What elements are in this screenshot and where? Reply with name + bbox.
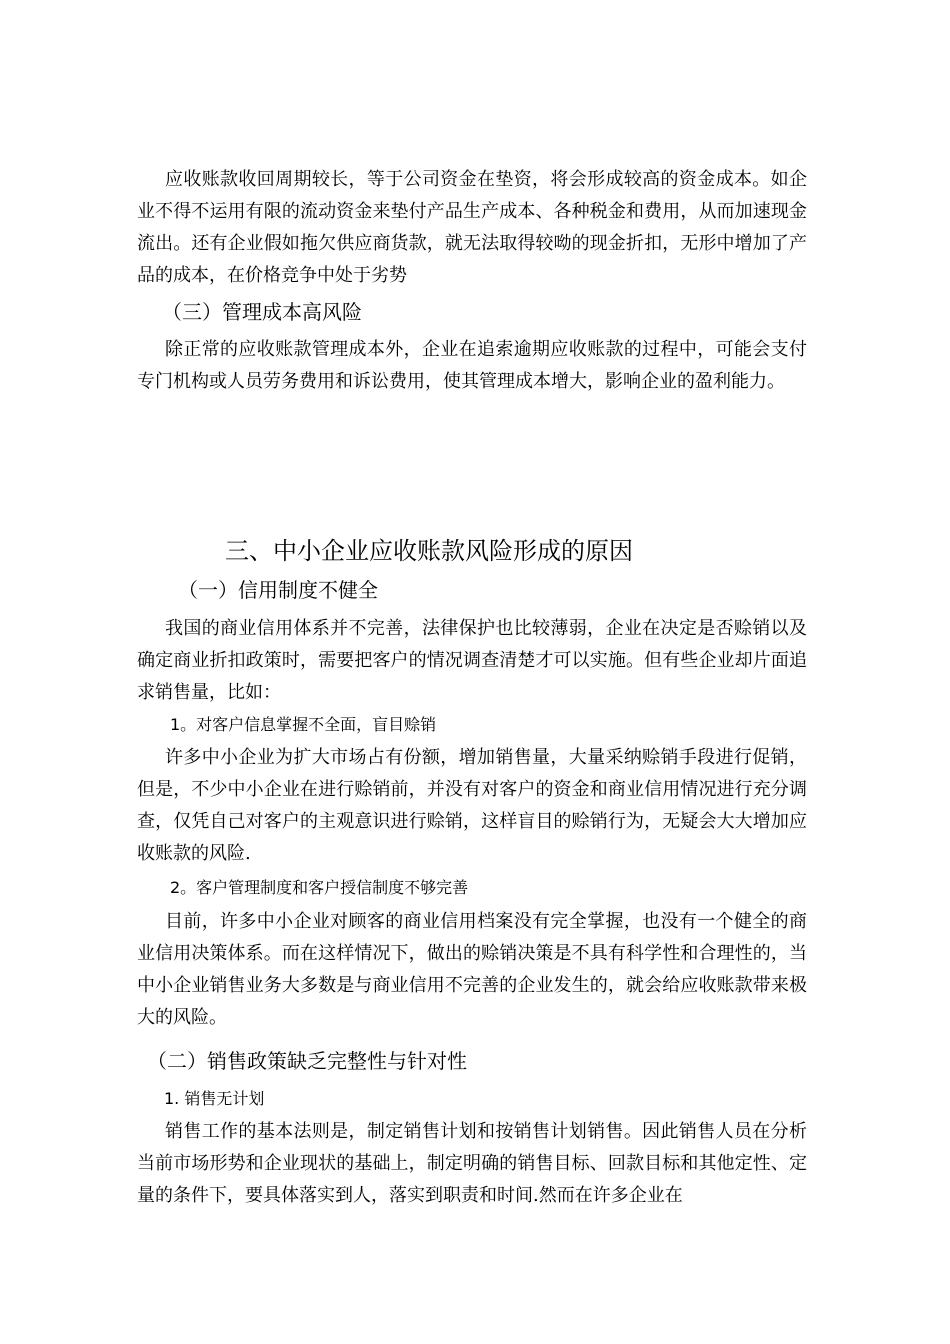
subheading-blind-credit-sales: 1。对客户信息掌握不全面，盲目赊销 (170, 715, 437, 734)
subheading-customer-credit-system: 2。客户管理制度和客户授信制度不够完善 (170, 878, 469, 897)
section-title-causes: 三、中小企业应收账款风险形成的原因 (225, 537, 633, 565)
paragraph-customer-credit-system: 目前，许多中小企业对顾客的商业信用档案没有完全掌握，也没有一个健全的商业信用决策体系。而在这样情况下，做出的赊销决策是不具有科学性和合理性的，当中小企业销售业务大多数是与商业信用不完善的企业发生的，就会给应收账款带来极大的风险。 (137, 911, 807, 1028)
heading-credit-system: （一）信用制度不健全 (178, 578, 378, 602)
paragraph-sales-plan: 销售工作的基本法则是，制定销售计划和按销售计划销售。因此销售人员在分析当前市场形势和企业现状的基础上，制定明确的销售目标、回款目标和其他定性、定量的条件下，要具体落实到人，落实到职责和时间.然而在许多企业在 (137, 1121, 807, 1206)
paragraph-blind-credit-sales: 许多中小企业为扩大市场占有份额，增加销售量，大量采纳赊销手段进行促销，但是，不少中小企业在进行赊销前，并没有对客户的资金和商业信用情况进行充分调查，仅凭自己对客户的主观意识进行赊销，这样盲目的赊销行为，无疑会大大增加应收账款的风险. (137, 747, 807, 864)
heading-management-cost-risk: （三）管理成本高风险 (162, 300, 362, 324)
paragraph-credit-system: 我国的商业信用体系并不完善，法律保护也比较薄弱，企业在决定是否赊销以及确定商业折扣政策时，需要把客户的情况调查清楚才可以实施。但有些企业却片面追求销售量，比如： (137, 618, 807, 703)
heading-sales-policy: （二）销售政策缺乏完整性与针对性 (147, 1049, 467, 1073)
paragraph-management-cost: 除正常的应收账款管理成本外，企业在追索逾期应收账款的过程中，可能会支付专门机构或人员劳务费用和诉讼费用，使其管理成本增大，影响企业的盈利能力。 (137, 339, 807, 392)
subheading-no-sales-plan: 1. 销售无计划 (164, 1089, 265, 1108)
paragraph-capital-cost: 应收账款收回周期较长，等于公司资金在垫资，将会形成较高的资金成本。如企业不得不运用有限的流动资金来垫付产品生产成本、各种税金和费用，从而加速现金流出。还有企业假如拖欠供应商货款，就无法取得较呦的现金折扣，无形中增加了产品的成本，在价格竞争中处于劣势 (137, 169, 807, 286)
